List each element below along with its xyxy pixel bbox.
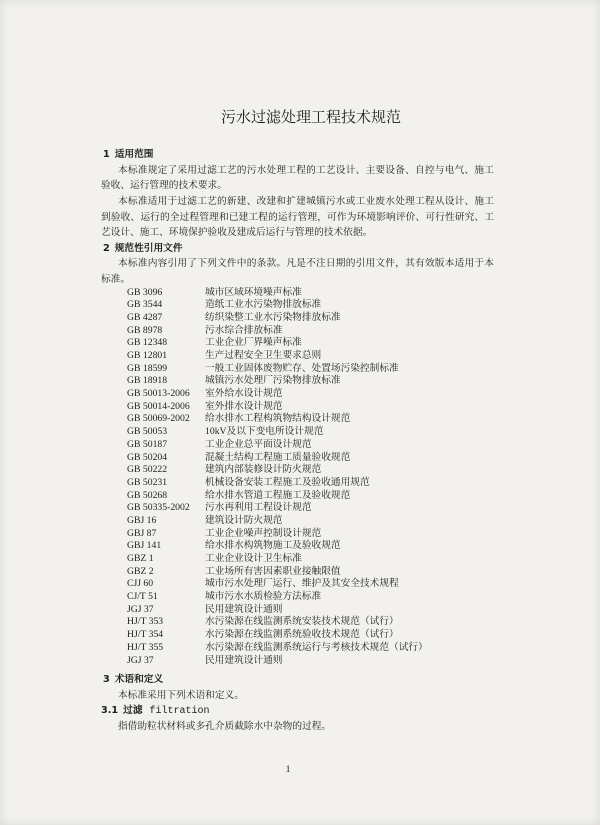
term-chinese: 过滤: [123, 705, 143, 717]
reference-row: [101, 401, 494, 414]
reference-row: [101, 337, 494, 350]
section-scope: [101, 147, 494, 241]
reference-row: [101, 375, 494, 388]
reference-code: GB 18918: [127, 375, 168, 387]
page-number: 1: [285, 764, 291, 775]
reference-title: 给水排水构筑物施工及验收规范: [205, 540, 341, 552]
section-number: 1: [103, 149, 110, 161]
paragraph-line: 本标准采用下列术语和定义。: [118, 689, 244, 701]
reference-code: GB 3096: [127, 286, 163, 298]
reference-title: 污水再利用工程设计规范: [205, 502, 312, 514]
paragraph: [101, 256, 494, 287]
section-title: 规范性引用文件: [114, 242, 183, 254]
reference-row: [101, 655, 494, 668]
section-heading: [101, 241, 494, 257]
section-title: 适用范围: [114, 149, 154, 161]
reference-row: [101, 629, 494, 642]
reference-title: 室外排水设计规范: [205, 400, 283, 412]
reference-code: HJ/T 355: [127, 641, 164, 653]
reference-row: [101, 553, 494, 566]
term-entry: [101, 703, 494, 719]
reference-title: 一般工业固体废物贮存、处置场污染控制标准: [205, 362, 399, 374]
reference-code: CJ/T 51: [127, 591, 158, 603]
reference-row: [101, 388, 494, 401]
reference-code: GB 50268: [127, 489, 168, 501]
section-number: 2: [103, 242, 110, 254]
reference-title: 污水综合排放标准: [205, 324, 283, 336]
reference-title: 工业企业噪声控制设计规范: [205, 527, 322, 539]
reference-title: 城市区域环境噪声标准: [205, 286, 302, 298]
reference-row: [101, 426, 494, 439]
reference-code: GB 50187: [127, 438, 168, 450]
reference-title: 民用建筑设计通则: [205, 654, 283, 666]
term-english: filtration: [149, 706, 210, 718]
reference-title: 工业企业厂界噪声标准: [205, 337, 302, 349]
reference-title: 水污染源在线监测系统安装技术规范（试行）: [205, 616, 399, 628]
reference-row: [101, 413, 494, 426]
paragraph-line: 验收、运行管理的技术要求。: [101, 180, 227, 192]
reference-row: [101, 287, 494, 300]
reference-row: [101, 616, 494, 629]
reference-row: [101, 540, 494, 553]
reference-row: [101, 439, 494, 452]
paragraph-line: 艺设计、施工、环境保护验收及建成后运行与管理的技术依据。: [101, 227, 373, 239]
reference-code: GB 50204: [127, 451, 168, 463]
reference-title: 混凝土结构工程施工质量验收规范: [205, 451, 351, 463]
reference-title: 造纸工业水污染物排放标准: [205, 299, 322, 311]
reference-title: 给水排水管道工程施工及验收规范: [205, 489, 351, 501]
reference-row: [101, 515, 494, 528]
reference-code: GB 50222: [127, 464, 168, 476]
paragraph: [101, 163, 494, 194]
reference-title: 民用建筑设计通则: [205, 603, 283, 615]
reference-code: GBZ 2: [127, 565, 154, 577]
reference-row: [101, 477, 494, 490]
paragraph-line: 到验收、运行的全过程管理和已建工程的运行管理，可作为环境影响评价、可行性研究、工: [101, 211, 494, 223]
reference-row: [101, 325, 494, 338]
reference-row: [101, 502, 494, 515]
reference-row: [101, 604, 494, 617]
reference-title: 建筑设计防火规范: [205, 514, 283, 526]
reference-code: GB 50231: [127, 476, 168, 488]
paragraph-line: 本标准内容引用了下列文件中的条款。凡是不注日期的引用文件，其有效版本适用于本: [118, 258, 494, 270]
reference-row: [101, 452, 494, 465]
reference-list: [101, 287, 494, 668]
reference-title: 室外给水设计规范: [205, 388, 283, 400]
reference-code: GB 50053: [127, 426, 168, 438]
reference-code: GB 50335-2002: [127, 502, 190, 514]
reference-row: [101, 490, 494, 503]
reference-code: JGJ 37: [127, 603, 154, 615]
paragraph: [101, 194, 494, 241]
reference-title: 城市污水水质检验方法标准: [205, 591, 322, 603]
reference-code: GB 3544: [127, 299, 163, 311]
reference-row: [101, 591, 494, 604]
reference-row: [101, 566, 494, 579]
reference-title: 水污染源在线监测系统验收技术规范（试行）: [205, 629, 399, 641]
reference-row: [101, 642, 494, 655]
reference-title: 水污染源在线监测系统运行与考核技术规范（试行）: [205, 641, 428, 653]
reference-row: [101, 578, 494, 591]
reference-row: [101, 350, 494, 363]
reference-code: GB 50013-2006: [127, 388, 190, 400]
reference-code: JGJ 37: [127, 654, 154, 666]
reference-code: GB 4287: [127, 311, 163, 323]
reference-code: GBJ 87: [127, 527, 157, 539]
reference-title: 机械设备安装工程施工及验收通用规范: [205, 476, 370, 488]
reference-title: 城镇污水处理厂污染物排放标准: [205, 375, 341, 387]
term-definition: 指借助粒状材料或多孔介质截除水中杂物的过程。: [118, 720, 332, 732]
section-title: 术语和定义: [114, 674, 164, 686]
reference-code: GB 50014-2006: [127, 400, 190, 412]
reference-title: 纺织染整工业水污染物排放标准: [205, 311, 341, 323]
reference-code: GBZ 1: [127, 553, 154, 565]
reference-code: GBJ 16: [127, 514, 157, 526]
reference-title: 城市污水处理厂运行、维护及其安全技术规程: [205, 578, 399, 590]
term-number: 3.1: [101, 705, 119, 717]
reference-row: [101, 464, 494, 477]
reference-code: GB 18599: [127, 362, 168, 374]
reference-title: 工业企业总平面设计规范: [205, 438, 312, 450]
reference-code: GBJ 141: [127, 540, 162, 552]
document-title: 污水过滤处理工程技术规范: [220, 110, 401, 126]
section-number: 3: [103, 674, 110, 686]
reference-title: 工业企业设计卫生标准: [205, 553, 302, 565]
paragraph-line: 标准。: [101, 273, 131, 285]
reference-title: 10kV及以下变电所设计规范: [205, 426, 324, 438]
section-heading: [101, 147, 494, 163]
reference-code: HJ/T 353: [127, 616, 164, 628]
reference-code: GB 12348: [127, 337, 168, 349]
reference-title: 建筑内部装修设计防火规范: [205, 464, 322, 476]
reference-title: 生产过程安全卫生要求总则: [205, 350, 322, 362]
reference-title: 给水排水工程构筑物结构设计规范: [205, 413, 351, 425]
reference-code: GB 8978: [127, 324, 163, 336]
reference-title: 工业场所有害因素职业接触限值: [205, 565, 341, 577]
reference-code: HJ/T 354: [127, 629, 164, 641]
reference-code: CJJ 60: [127, 578, 154, 590]
reference-code: GB 50069-2002: [127, 413, 190, 425]
reference-row: [101, 312, 494, 325]
reference-row: [101, 528, 494, 541]
reference-row: [101, 363, 494, 376]
section-terms-definitions: [101, 672, 494, 734]
paragraph-line: 本标准规定了采用过滤工艺的污水处理工程的工艺设计、主要设备、自控与电气、施工: [118, 164, 494, 176]
section-normative-references: [101, 241, 494, 288]
paragraph-line: 本标准适用于过滤工艺的新建、改建和扩建城镇污水或工业废水处理工程从设计、施工: [118, 195, 494, 207]
reference-row: [101, 299, 494, 312]
section-heading: [101, 672, 494, 688]
reference-code: GB 12801: [127, 350, 168, 362]
